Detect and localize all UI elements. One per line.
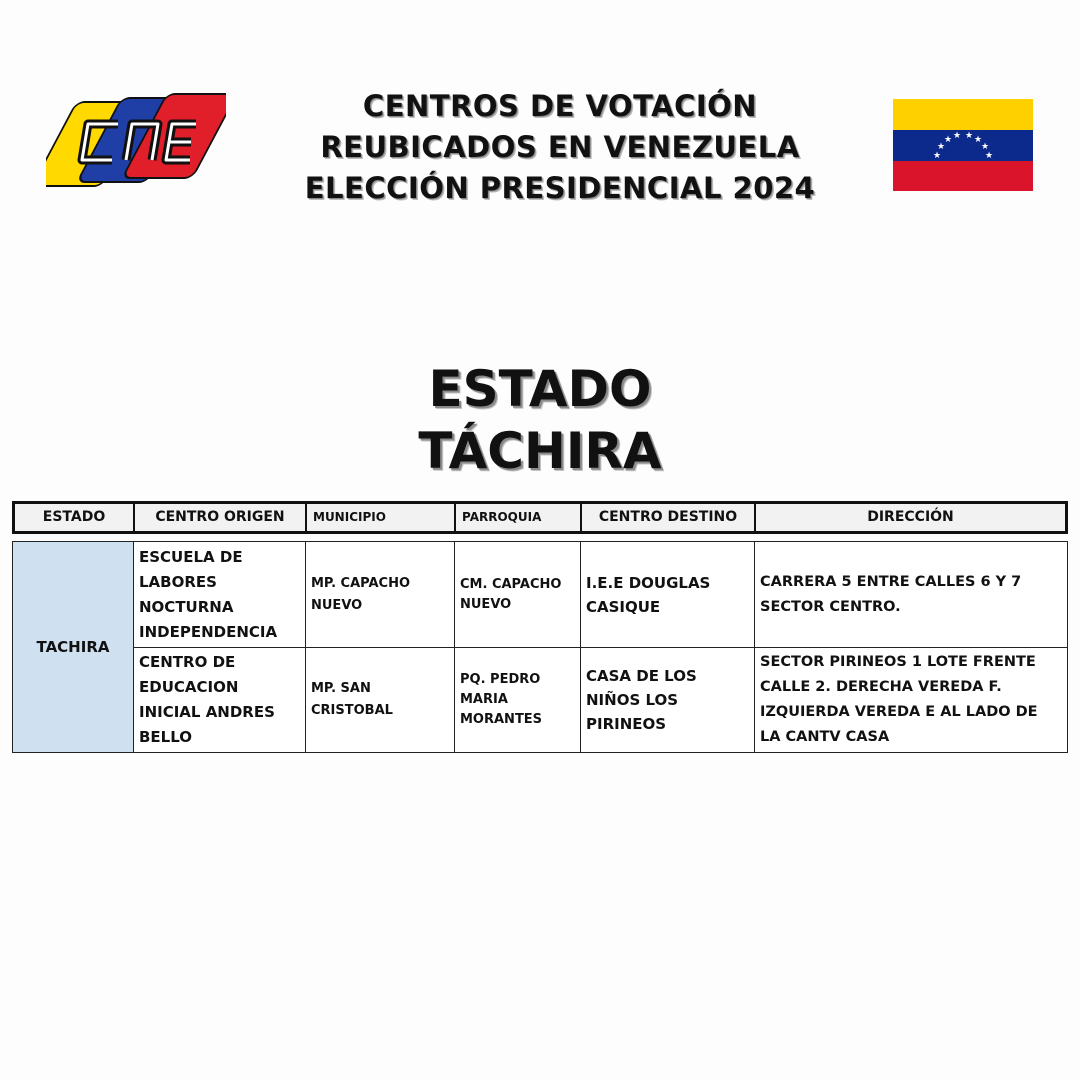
cell-line: I.E.E DOUGLAS <box>586 573 711 592</box>
state-title-line1: ESTADO <box>428 360 652 418</box>
cell-line: CM. CAPACHO <box>460 576 562 592</box>
estado-cell: TACHIRA <box>13 542 134 752</box>
cell-line: BELLO <box>139 728 193 746</box>
state-title-line2: TÁCHIRA <box>418 422 662 480</box>
parroquia-cell <box>455 648 581 752</box>
column-header-direccion: DIRECCIÓN <box>754 504 1068 531</box>
svg-text:★: ★ <box>952 131 962 141</box>
column-header-centro-destino: CENTRO DESTINO <box>580 504 754 531</box>
centro-destino-cell <box>581 648 755 752</box>
header-title-line: REUBICADOS EN VENEZUELA <box>320 130 800 164</box>
cell-line: LA CANTV CASA <box>760 729 890 745</box>
cell-line: SECTOR CENTRO. <box>760 598 901 615</box>
svg-text:★: ★ <box>936 142 946 152</box>
direccion-cell <box>755 542 1067 647</box>
column-header-estado: ESTADO <box>12 504 133 531</box>
svg-text:★: ★ <box>973 135 983 145</box>
svg-text:★: ★ <box>980 142 990 152</box>
cell-line: NUEVO <box>460 596 512 612</box>
cell-line: CASA DE LOS <box>586 667 697 685</box>
cell-line: ESCUELA DE <box>139 547 243 566</box>
header-title-line: ELECCIÓN PRESIDENCIAL 2024 <box>304 171 816 205</box>
cell-line: CENTRO DE <box>139 653 236 671</box>
svg-text:★: ★ <box>943 135 953 145</box>
centro-destino-cell <box>581 542 755 647</box>
cell-line: PQ. PEDRO <box>460 672 541 687</box>
venezuela-flag <box>893 99 1033 191</box>
cell-line: NUEVO <box>311 597 363 613</box>
table-body <box>12 541 1068 753</box>
column-header-municipio: MUNICIPIO <box>305 504 454 531</box>
table-row <box>134 542 1067 648</box>
table-row <box>134 648 1067 752</box>
direccion-cell <box>755 648 1067 752</box>
svg-text:★: ★ <box>932 151 942 161</box>
cell-line: MORANTES <box>460 712 543 727</box>
municipio-cell <box>306 542 455 647</box>
cne-logo <box>46 92 226 192</box>
cell-line: MP. SAN <box>311 681 371 696</box>
cell-line: MP. CAPACHO <box>311 575 411 591</box>
centro-origen-cell <box>134 648 306 752</box>
header-title-line: CENTROS DE VOTACIÓN <box>362 89 758 123</box>
cell-line: EDUCACION <box>139 678 239 696</box>
cell-line: SECTOR PIRINEOS 1 LOTE FRENTE <box>760 654 1036 670</box>
state-title <box>290 358 790 482</box>
municipio-cell <box>306 648 455 752</box>
parroquia-cell <box>455 542 581 647</box>
column-header-centro-origen: CENTRO ORIGEN <box>133 504 305 531</box>
cell-line: CALLE 2. DERECHA VEREDA F. <box>760 679 1002 695</box>
header-title <box>230 86 890 209</box>
cell-line: CARRERA 5 ENTRE CALLES 6 Y 7 <box>760 573 1022 590</box>
cell-line: IZQUIERDA VEREDA E AL LADO DE <box>760 704 1038 720</box>
column-header-parroquia: PARROQUIA <box>454 504 580 531</box>
cell-line: NOCTURNA <box>139 597 234 616</box>
table-header <box>12 501 1068 534</box>
cell-line: MARIA <box>460 692 508 707</box>
svg-text:★: ★ <box>964 131 974 141</box>
flag-stars-icon <box>893 99 1033 191</box>
cell-line: INICIAL ANDRES <box>139 703 275 721</box>
centro-origen-cell <box>134 542 306 647</box>
cell-line: CASIQUE <box>586 597 661 616</box>
cell-line: LABORES <box>139 572 217 591</box>
svg-text:★: ★ <box>984 151 994 161</box>
cell-line: CRISTOBAL <box>311 703 393 718</box>
cell-line: INDEPENDENCIA <box>139 622 278 641</box>
cell-line: NIÑOS LOS <box>586 691 679 709</box>
cell-line: PIRINEOS <box>586 715 667 733</box>
